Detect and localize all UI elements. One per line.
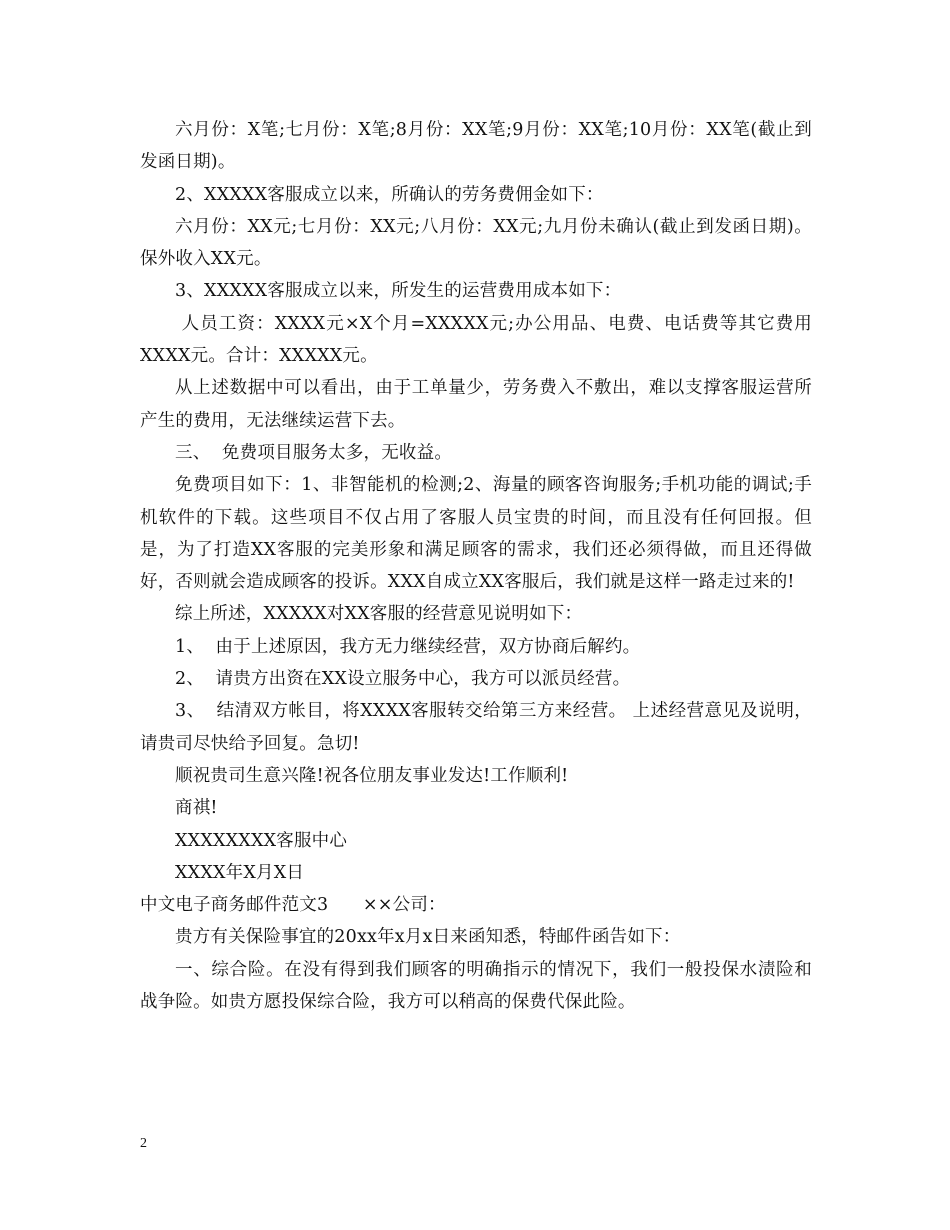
paragraph-12: 3、 结清双方帐目，将XXXX客服转交给第三方来经营。 上述经营意见及说明，请贵司尽快给予回复。急切! xyxy=(140,701,812,754)
paragraph-13: 顺祝贵司生意兴隆!祝各位朋友事业发达!工作顺利! xyxy=(175,765,569,786)
paragraph-5: 人员工资：XXXX元×X个月=XXXXX元;办公用品、电费、电话费等其它费用XXXX元。合计：XXXXX元。 xyxy=(140,313,812,367)
document-body xyxy=(140,114,812,1018)
paragraph-3: 六月份：XX元;七月份：XX元;八月份：XX元;九月份未确认(截止到发函日期)。保外收入XX元。 xyxy=(140,216,812,270)
paragraph-19: 一、综合险。在没有得到我们顾客的明确指示的情况下，我们一般投保水渍险和战争险。如贵方愿投保综合险，我方可以稍高的保费代保此险。 xyxy=(140,959,812,1013)
paragraph-18: 贵方有关保险事宜的20xx年x月x日来函知悉，特邮件函告如下： xyxy=(175,927,681,948)
paragraph-6: 从上述数据中可以看出，由于工单量少，劳务费入不敷出，难以支撑客服运营所产生的费用，无法继续运营下去。 xyxy=(140,378,812,431)
paragraph-7: 三、 免费项目服务太多，无收益。 xyxy=(175,442,453,463)
paragraph-2: 2、XXXXX客服成立以来，所确认的劳务费佣金如下： xyxy=(175,184,604,205)
paragraph-15: XXXXXXXX客服中心 xyxy=(175,830,348,851)
paragraph-8: 免费项目如下：1、非智能机的检测;2、海量的顾客咨询服务;手机功能的调试;手机软件的下载。这些项目不仅占用了客服人员宝贵的时间，而且没有任何回报。但是，为了打造XX客服的完美形象和满足顾客的需求，我们还必须得做，而且还得做好，否则就会造成顾客的投诉。XXX自成立XX客服后，我们就是这样一路走过来的! xyxy=(140,475,812,593)
paragraph-9: 综上所述，XXXXX对XX客服的经营意见说明如下： xyxy=(175,604,583,625)
paragraph-11: 2、 请贵方出资在XX设立服务中心，我方可以派员经营。 xyxy=(175,669,631,690)
page-number: 2 xyxy=(140,1136,147,1151)
paragraph-10: 1、 由于上述原因，我方无力继续经营，双方协商后解约。 xyxy=(175,636,641,657)
paragraph-17: 中文电子商务邮件范文3 ××公司： xyxy=(140,895,446,916)
paragraph-16: XXXX年X月X日 xyxy=(175,862,305,883)
paragraph-1: 六月份：X笔;七月份：X笔;8月份：XX笔;9月份：XX笔;10月份：XX笔(截止到发函日期)。 xyxy=(140,120,812,173)
paragraph-4: 3、XXXXX客服成立以来，所发生的运营费用成本如下： xyxy=(175,281,622,302)
paragraph-14: 商祺! xyxy=(175,798,218,819)
